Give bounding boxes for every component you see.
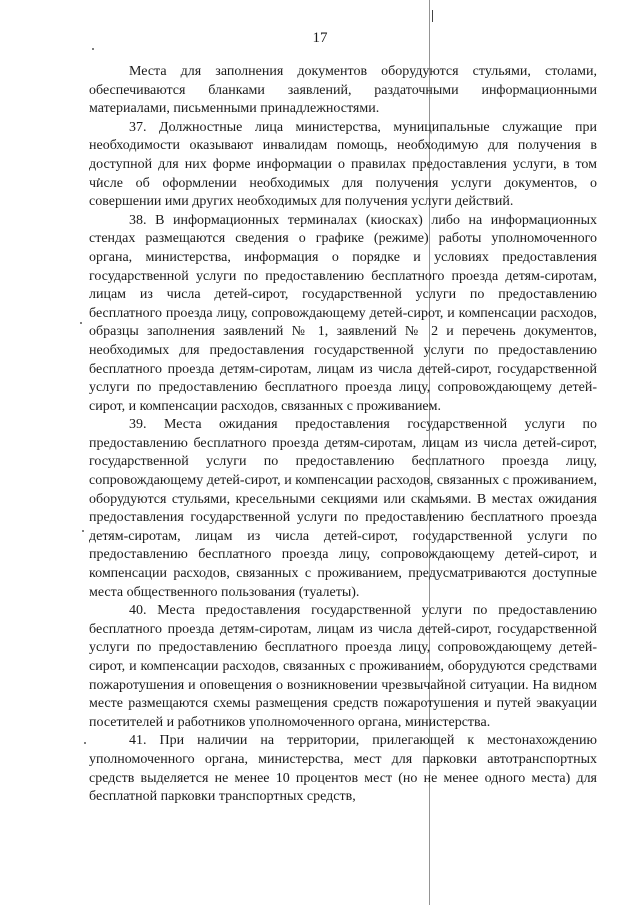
- scan-speck: [84, 742, 86, 744]
- document-body: [89, 63, 597, 807]
- paragraph-41: 41. При наличии на территории, прилегающей к местонахождению уполномоченного органа, министерства, мест для парковки автотранспортных средств выделяется не менее 10 процентов мест (но не менее одного места) для бесплатной парковки транспортных средств,: [89, 733, 597, 805]
- paragraph-40: 40. Места предоставления государственной услуги по предоставлению бесплатного проезда детям-сиротам, лицам из числа детей-сирот, государственной услуги по предоставлению бесплатного проезда лицу, сопровождающему детей-сирот, и компенсации расходов, связанных с проживанием, оборудуются средствами пожаротушения и оповещения о возникновении чрезвычайной ситуации. На видном месте размещаются схемы размещения средств пожаротушения и путей эвакуации посетителей и работников уполномоченного органа, министерства.: [89, 603, 597, 730]
- paragraph-38: 38. В информационных терминалах (киосках) либо на информационных стендах размещаются сведения о графике (режиме) работы уполномоченного органа, министерства, информация о порядке и условиях предоставления государственной услуги по предоставлению бесплатного проезда детям-сиротам, лицам из числа детей-сирот, государственной услуги по предоставлению бесплатного проезда лицу, сопровождающему детей-сирот, и компенсации расходов, образцы заполнения заявлений № 1, заявлений № 2 и перечень документов, необходимых для предоставления государственной услуги по предоставлению бесплатного проезда детям-сиротам, лицам из числа детей-сирот, государственной услуги по предоставлению бесплатного проезда лицу, сопровождающему детей-сирот, и компенсации расходов, связанных с проживанием.: [89, 212, 597, 414]
- paragraph-37: 37. Должностные лица министерства, муниципальные служащие при необходимости оказывают инвалидам помощь, необходимую для получения в доступной для них форме информации о правилах предоставления услуги, в том числе об оформлении необходимых для получения услуги документов, о совершении ими других необходимых для получения услуги действий.: [89, 119, 597, 210]
- scan-speck: [80, 322, 82, 324]
- scan-mark: [432, 10, 433, 22]
- scan-speck: [92, 48, 94, 50]
- scan-speck: [82, 530, 84, 532]
- paragraph-39: 39. Места ожидания предоставления государственной услуги по предоставлению бесплатного проезда детям-сиротам, лицам из числа детей-сирот, государственной услуги по предоставлению бесплатного проезда лицу, сопровождающему детей-сирот, и компенсации расходов, связанных с проживанием, оборудуются стульями, кресельными секциями или скамьями. В местах ожидания предоставления государственной услуги по предоставлению бесплатного проезда детям-сиротам, лицам из числа детей-сирот, государственной услуги по предоставлению бесплатного проезда лицу, сопровождающему детей-сирот, и компенсации расходов, связанных с проживанием, предусматриваются доступные места общественного пользования (туалеты).: [89, 417, 597, 600]
- page-number: 17: [312, 30, 328, 46]
- paragraph-intro: Места для заполнения документов оборудуются стульями, столами, обеспечиваются бланками заявлений, раздаточными информационными материалами, письменными принадлежностями.: [89, 64, 597, 117]
